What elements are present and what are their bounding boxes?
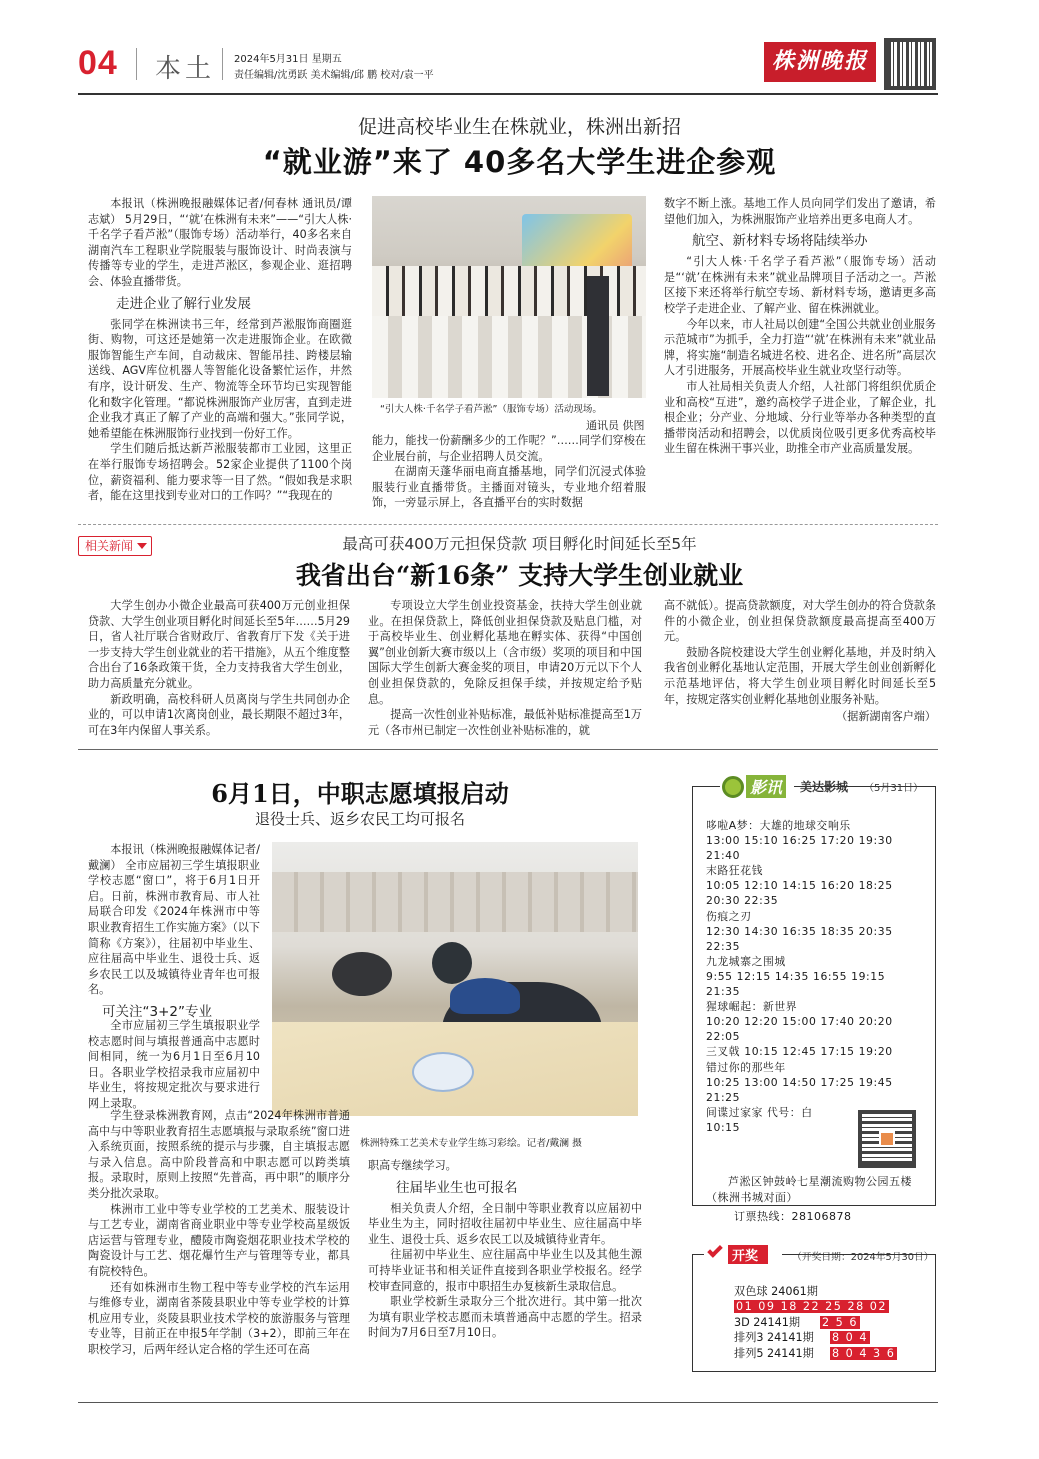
showtime-line: 22:35	[706, 939, 741, 953]
story2-para: 提高一次性创业补贴标准，最低补贴标准提高至1万元（各市州已制定一次性创业补贴标准的，就	[368, 708, 642, 737]
story2-col1	[88, 598, 350, 738]
story1-headline: “就业游”来了 40多名大学生进企参观	[262, 145, 777, 179]
story3-subhead1: 可关注“3+2”专业	[102, 1003, 212, 1020]
story2-para: 鼓励各院校建设大学生创业孵化基地，并及时纳入我省创业孵化基地认定范围，开展大学生创业创新孵化示范基地评估，将大学生创业项目孵化时间延长至5年，按规定落实创业孵化基地创业服务补贴。	[664, 645, 936, 706]
story2-para: 高不就低）。提高贷款额度，对大学生创办的符合贷款条件的小微企业，创业担保贷款额度最高提高至400万元。	[664, 599, 936, 644]
story1-para: 数字不断上涨。基地工作人员向同学们发出了邀请，希望他们加入，为株洲服饰产业培养出更多电商人才。	[664, 197, 936, 226]
showtime-line: 13:00 15:10 16:25 17:20 19:30	[706, 834, 893, 848]
story1-lead: 本报讯（株洲晚报融媒体记者/何春林 通讯员/谭志斌） 5月29日，“‘就’在株洲有未来”——“引大人株·千名学子看芦淞”（服饰专场）活动举行，40多名来自湖南汽车工程职业学院服装与服饰设计、时尚表演与传播等专业的学生，走进芦淞区，参观企业、逛招聘会、体验直播带货。	[88, 197, 352, 288]
brand-logo	[764, 42, 876, 82]
qr-code-header	[884, 38, 936, 90]
story2-para: 新政明确，高校科研人员离岗与学生共同创办企业的，可以申请1次离岗创业，最长期限不超过3年，可在3年内保留人事关系。	[88, 692, 350, 737]
showtime-line: 21:35	[706, 985, 741, 999]
story3-para: 全市应届初三学生填报职业学校志愿时间与填报普通高中志愿时间相同，统一为6月1日至6月10日。各职业学校招录我市应届初中毕业生，将按规定批次与要求进行网上录取。	[88, 1019, 260, 1110]
story1-subhead1: 走进企业了解行业发展	[116, 295, 251, 312]
lottery-label: 排列3 24141期	[734, 1331, 814, 1345]
story3-lead: 本报讯（株洲晚报融媒体记者/戴澜） 全市应届初三学生填报职业学校志愿“窗口”，将于6月1日开启。日前，株洲市教育局、市人社局联合印发《2024年株洲市中等职业教育招生工作实施方案》（以下简称《方案》），往届初中毕业生、应往届高中毕业生、退役士兵、返乡农民工以及城镇待业青年也可报名。	[88, 843, 260, 997]
showtime-line: 20:30 22:35	[706, 894, 779, 908]
lottery-date: （开奖日期：2024年5月30日）	[792, 1252, 934, 1263]
story1-col1	[88, 196, 352, 504]
showtime-line: 10:25 13:00 14:50 17:25 19:45	[706, 1075, 893, 1089]
showtime-line: 22:05	[706, 1030, 741, 1044]
lottery-tag-label: 开奖	[728, 1245, 768, 1264]
showtime-line: 末路狂花钱	[706, 864, 763, 878]
story2-para: 大学生创办小微企业最高可获400万元创业担保贷款、大学生创业项目孵化时间延长至5年……5月29日，省人社厅联合省财政厅、省教育厅下发《关于进一步支持大学生创业就业的若干措施》，从五个维度整合出台了16条政策干货，全力支持我省大学生创业，助力高质量充分就业。	[88, 599, 350, 690]
logo-icon	[879, 1131, 895, 1147]
story2-para: 专项设立大学生创业投资基金，扶持大学生创业就业。在担保贷款上，降低创业担保贷款及贴息门槛，对于高校毕业生、创业孵化基地在孵实体、获得“中国创翼”创业创新大赛市级以上（含市级）奖项的项目和中国国际大学生创新大赛金奖的项目，申请20万元以下个人创业担保贷款的，免除反担保手续，并按规定给予贴息。	[368, 599, 642, 706]
story3-col1-lower	[88, 1108, 350, 1358]
cinema-address: 芦淞区钟鼓岭七星潮流购物公园五楼（株洲书城对面）	[706, 1175, 912, 1204]
story1-photo-caption: “引大人株·千名学子看芦淞”（服饰专场）活动现场。	[380, 404, 602, 415]
cinema-phone: 订票热线：28106878	[734, 1210, 852, 1223]
showtime-line: 10:20 12:20 15:00 17:40 20:20	[706, 1015, 893, 1029]
lottery-numbers: 2 5 6	[822, 1315, 858, 1329]
lottery-row	[734, 1299, 930, 1314]
story3-col2	[368, 1158, 642, 1341]
editor-credits: 责任编辑/沈勇跃 美术编辑/邱 鹏 校对/袁一平	[234, 70, 434, 81]
lottery-row	[734, 1330, 930, 1345]
story3-para: 相关负责人介绍，全日制中等职业教育以应届初中毕业生为主，同时招收往届初中毕业生、应往届高中毕业生、退役士兵、返乡农民工以及城镇待业青年。	[368, 1201, 642, 1246]
story3-subtitle: 退役士兵、返乡农民工均可报名	[254, 810, 465, 828]
story1-col2	[372, 433, 646, 511]
showtime-line: 10:05 12:10 14:15 16:20 18:25	[706, 879, 893, 893]
showtime-line: 哆啦A梦：大雄的地球交响乐	[706, 819, 851, 832]
showtime-line: 12:30 14:30 16:35 18:35 20:35	[706, 924, 893, 938]
lottery-label: 3D 24141期	[734, 1315, 801, 1329]
qr-code-cinema	[858, 1110, 916, 1168]
story2-col3	[664, 598, 936, 725]
story3-photo-caption: 株洲特殊工艺美术专业学生练习彩绘。记者/戴澜 摄	[360, 1138, 582, 1149]
page-number: 04	[78, 44, 118, 82]
story2-headline: 我省出台“新16条” 支持大学生创业就业	[295, 561, 744, 590]
section-name: 本土	[155, 54, 216, 84]
story1-para: 在湖南天蓬华丽电商直播基地，同学们沉浸式体验服装行业直播带货。主播面对镜头，专业地介绍着服饰，一旁显示屏上，各直播平台的实时数据	[372, 465, 646, 510]
story2-source: （据新湖南客户端）	[836, 710, 936, 724]
story3-col1	[88, 1018, 350, 1112]
showtime-line: 9:55 12:15 14:35 16:55 19:15	[706, 969, 886, 983]
story1-para: 市人社局相关负责人介绍，人社部门将组织优质企业和高校“互进”，邀约高校学子进企业，了解企业，扎根企业；分产业、分地域、分行业等举办各种类型的直播带岗活动和招聘会，以优质岗位吸引更多优秀高校毕业生留在株洲干事兴业，助推全市产业高质量发展。	[664, 379, 936, 456]
cinema-tag-label: 影讯	[746, 775, 786, 798]
showtime-line: 猩球崛起：新世界	[706, 1000, 798, 1014]
story3-para: 职业学校新生录取分三个批次进行。其中第一批次为填有职业学校志愿而未填普通高中志愿的学生。招录时间为7月6日至7月10日。	[368, 1295, 642, 1340]
story2-col2	[368, 598, 642, 738]
showtime-line: 错过你的那些年	[706, 1060, 786, 1074]
story1-subhead2: 航空、新材料专场将陆续举办	[692, 233, 868, 250]
showtime-line: 三叉戟 10:15 12:45 17:15 19:20	[706, 1045, 893, 1059]
cinema-date: （5月31日）	[864, 783, 924, 794]
story3-lead-col	[88, 842, 260, 1025]
showtime-line: 21:40	[706, 849, 741, 863]
lottery-numbers: 8 0 4 3 6	[832, 1346, 896, 1360]
film-reel-icon	[722, 776, 744, 798]
story3-subhead2: 往届毕业生也可报名	[396, 1179, 518, 1196]
related-news-label: 相关新闻	[85, 539, 134, 553]
lottery-row	[734, 1315, 930, 1330]
story1-photo-credit: 通讯员 供图	[586, 419, 645, 432]
story1-photo	[372, 196, 646, 398]
lottery-results	[734, 1284, 930, 1361]
showtimes-list	[706, 818, 926, 1135]
story3-para: 职高专继续学习。	[368, 1159, 457, 1172]
story1-col3	[664, 196, 936, 457]
story1-para: 张同学在株洲读书三年，经常到芦淞服饰商圈逛街、购物，可这还是她第一次走进服饰企业。在欧微服饰智能生产车间，自动裁床、智能吊挂、跨楼层输送线、AGV库位机器人等智能化设备繁忙运作，井然有序，设计研发、生产、物流等全环节均已实现智能化和数字化管理。“都说株洲服饰产业厉害，直到走进企业我才真正了解了产业的高端和强大。”张同学说，她希望能在株洲服饰行业找到一份好工作。	[88, 317, 352, 440]
story1-para: 能力，能找一份薪酬多少的工作呢？”……同学们穿梭在企业展台前，与企业招聘人员交流。	[372, 434, 646, 463]
showtime-line: 伤痕之刃	[706, 909, 752, 923]
lottery-label: 排列5 24141期	[734, 1346, 814, 1360]
story3-para: 株洲市工业中等专业学校的工艺美术、服装设计与工艺专业，湖南省商业职业中等专业学校高星级饭店运营与管理专业，醴陵市陶瓷烟花职业技术学校的陶瓷设计与工艺、烟花爆竹生产与管理等专业，都具有院校特色。	[88, 1202, 350, 1278]
lottery-row	[734, 1346, 930, 1361]
story1-para: 学生们随后抵达新芦淞服装都市工业园，这里正在举行服饰专场招聘会。52家企业提供了1100个岗位，薪资福利、能力要求等一目了然。“假如我是求职者，能在这里找到专业对口的工作吗？”“我现在的	[88, 442, 352, 503]
lottery-row	[734, 1284, 930, 1299]
cinema-name: 美达影城	[800, 780, 849, 794]
story1-kicker: 促进高校毕业生在株就业，株洲出新招	[357, 116, 681, 138]
showtime-line: 10:15	[706, 1120, 741, 1134]
story2-kicker: 最高可获400万元担保贷款 项目孵化时间延长至5年	[342, 535, 697, 553]
showtime-line: 间谍过家家 代号：白	[706, 1105, 813, 1119]
lottery-label: 双色球 24061期	[734, 1285, 818, 1298]
lottery-numbers: 8 0 4	[832, 1331, 868, 1345]
showtime-line: 九龙城寨之围城	[706, 954, 786, 968]
story3-headline: 6月1日，中职志愿填报启动	[211, 779, 509, 808]
brand-name: 株洲晚报	[771, 49, 868, 74]
issue-date: 2024年5月31日 星期五	[234, 54, 342, 65]
story3-para: 还有如株洲市生物工程中等专业学校的汽车运用与维修专业，湖南省茶陵县职业中等专业学校的计算机应用专业，炎陵县职业技术学校的旅游服务与管理专业等，目前正在申报5年学制（3+2），即前三年在职校学习，后两年经认定合格的学生还可在高	[88, 1280, 350, 1356]
story3-para: 学生登录株洲教育网，点击“2024年株洲市普通高中与中等职业教育招生志愿填报与录取系统”窗口进入系统页面，按照系统的提示与步骤，自主填报志愿与录入信息。高中阶段普高和中职志愿可以跨类填报。录取时，原则上按照“先普高，再中职”的顺序分类分批次录取。	[88, 1109, 350, 1200]
story3-para: 往届初中毕业生、应往届高中毕业生以及其他生源可持毕业证书和相关证件直接到各职业学校报名。经学校审查同意的，报市中职招生办复核新生录取信息。	[368, 1248, 642, 1293]
lottery-numbers: 01 09 18 22 25 28 02	[736, 1300, 887, 1314]
story1-para: “引大人株·千名学子看芦淞”（服饰专场）活动是“‘就’在株洲有未来”就业品牌项目子活动之一。芦淞区接下来还将举行航空专场、新材料专场，邀请更多高校学子走进企业、了解产业、留在株洲就业。	[664, 255, 936, 315]
story1-para: 今年以来，市人社局以创建“全国公共就业创业服务示范城市”为抓手，全力打造“‘就’在株洲有未来”就业品牌，将实施“制造名城进名校、进名企、进名所”高层次人才引进服务，开展高校毕业生就业攻坚行动等。	[664, 317, 936, 378]
showtime-line: 21:25	[706, 1090, 741, 1104]
